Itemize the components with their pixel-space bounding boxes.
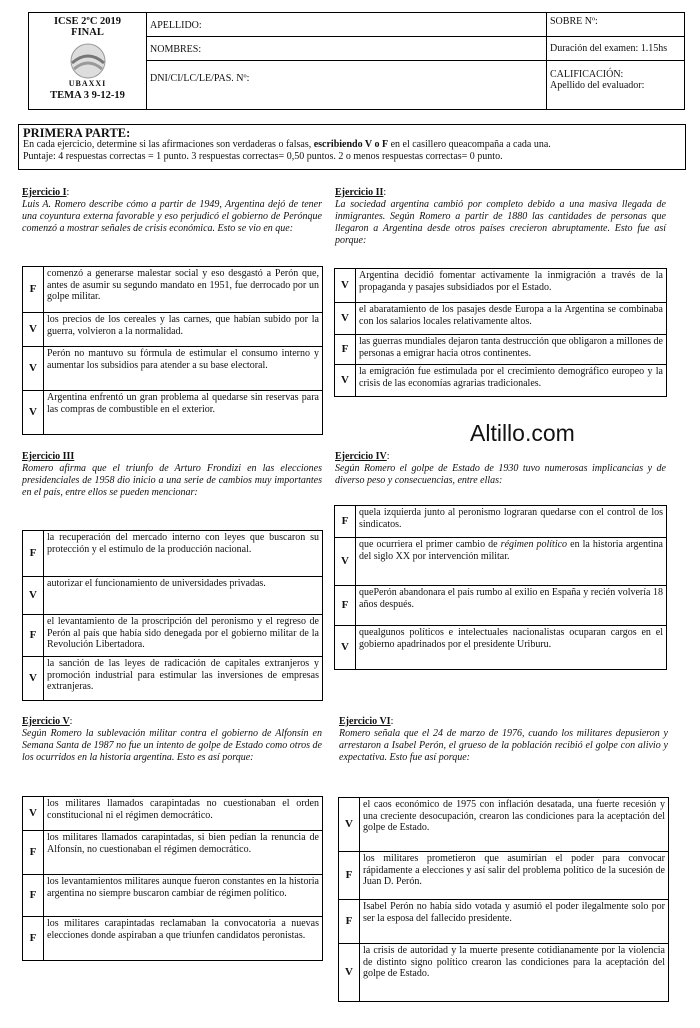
logo-text: UBAXXI (68, 79, 107, 88)
table-row: F los militares llamados carapintadas, si bien pedían la renuncia de Alfonsín, no cuestionaban el régimen democrático. (23, 831, 323, 875)
table-row: V el caos económico de 1975 con inflación desatada, una fuerte recesión y una creciente desocupación, crearon las condiciones para la aceptación del golpe de Estado. (339, 798, 669, 852)
table-row: V la emigración fue estimulada por el crecimiento demográfico europeo y la crisis de las economías agrarias tradicionales. (335, 365, 667, 397)
ubaxxi-logo-icon (58, 41, 118, 81)
table-row: V autorizar el funcionamiento de universidades privadas. (23, 577, 323, 615)
answer-cell[interactable]: F (335, 586, 356, 626)
answer-cell[interactable]: V (23, 657, 44, 701)
instructions-line-2: Puntaje: 4 respuestas correctas = 1 punto. 3 respuestas correctas= 0,50 puntos. 2 o menos respuestas correctas= 0 punto. (23, 151, 503, 162)
table-row: F quela izquierda junto al peronismo lograran quedarse con el control de los sindicatos. (335, 506, 667, 538)
exercise-2-statement: Ejercicio II: La sociedad argentina cambió por completo debido a una masiva llegada de inmigrantes. Según Romero a partir de 1880 las cantidades de personas que llegaron a Argentina desde otros países crecieron abruptamente. Esto fue así porque: (335, 187, 666, 246)
exam-label: FINAL (71, 27, 104, 38)
course-label: ICSE 2ºC 2019 (53, 16, 122, 27)
table-row: V la sanción de las leyes de radicación de capitales extranjeros y promoción industrial para estimular las inversiones de empresas extranjeras. (23, 657, 323, 701)
header-student-cell (146, 13, 547, 109)
answer-cell[interactable]: F (335, 335, 356, 365)
answer-cell[interactable]: V (23, 797, 44, 831)
table-row: V Argentina enfrentó un gran problema al quedarse sin reservas para las compras de combustible en el exterior. (23, 391, 323, 435)
instructions-box (18, 124, 686, 170)
answer-cell[interactable]: V (335, 303, 356, 335)
table-row: V que ocurriera el primer cambio de régimen político en la historia argentina del siglo XX por intervención militar. (335, 538, 667, 586)
answer-cell[interactable]: F (335, 506, 356, 538)
duracion-label: Duración del examen: 1.15hs (546, 37, 684, 61)
answer-cell[interactable]: V (339, 944, 360, 1002)
answer-cell[interactable]: V (335, 365, 356, 397)
exercise-4-statement: Ejercicio IV: Según Romero el golpe de Estado de 1930 tuvo numerosas implicancias y de diverso peso y consecuencias, entre ellas: (335, 451, 666, 486)
answer-cell[interactable]: V (23, 391, 44, 435)
table-row: V Argentina decidió fomentar activamente la inmigración a través de la propaganda y pasajes subsidiados por el Estado. (335, 269, 667, 303)
table-row: F las guerras mundiales dejaron tanta destrucción que obligaron a millones de personas a emigrar hacia otros continentes. (335, 335, 667, 365)
header-course-cell (29, 13, 147, 109)
table-row: F comenzó a generarse malestar social y eso desgastó a Perón que, antes de asumir su segundo mandato en 1951, fue derrocado por un golpe militar. (23, 267, 323, 313)
header-admin-cell (546, 13, 684, 109)
answer-cell[interactable]: F (23, 831, 44, 875)
exercise-6-table (338, 797, 669, 1002)
calificacion-label: CALIFICACIÓN: (550, 69, 624, 80)
answer-cell[interactable]: V (23, 347, 44, 391)
table-row: V quealgunos políticos e intelectuales nacionalistas ocuparan cargos en el gobierno apadrinados por el presidente Uriburu. (335, 626, 667, 670)
instructions-line-1: En cada ejercicio, determine si las afirmaciones son verdaderas o falsas, escribiendo V o F en el casillero queacompaña a cada una. (23, 139, 551, 150)
answer-cell[interactable]: F (339, 900, 360, 944)
exercise-3-statement: Ejercicio III Romero afirma que el triunfo de Arturo Frondizi en las elecciones presidenciales de 1958 dio inicio a una serie de cambios muy importantes en el país, entre ellos se pueden mencionar: (22, 451, 322, 498)
site-watermark: Altillo.com (470, 420, 575, 446)
exercise-5-statement: Ejercicio V: Según Romero la sublevación militar contra el gobierno de Alfonsín en Semana Santa de 1987 no fue un intento de golpe de Estado como otros de los ocurridos en la historia argentina. Esto es así porque: (22, 716, 322, 763)
table-row: V Perón no mantuvo su fórmula de estimular el consumo interno y aumentar los subsidios para atender a su base electoral. (23, 347, 323, 391)
answer-cell[interactable]: F (23, 875, 44, 917)
answer-cell[interactable]: V (335, 269, 356, 303)
table-row: F Isabel Perón no había sido votada y asumió el poder ilegalmente solo por ser la esposa del fallecido presidente. (339, 900, 669, 944)
table-row: V los precios de los cereales y las carnes, que habían subido por la guerra, volvieron a la normalidad. (23, 313, 323, 347)
exercise-1-table (22, 266, 323, 435)
answer-cell[interactable]: V (23, 577, 44, 615)
exercise-2-table (334, 268, 667, 397)
sobre-field[interactable]: SOBRE Nº: (546, 13, 684, 37)
table-row: F los militares prometieron que asumirían el poder para convocar rápidamente a elecciones y así salir del problema político de la sucesión de Juan D. Perón. (339, 852, 669, 900)
evaluador-label: Apellido del evaluador: (550, 80, 645, 91)
table-row: F el levantamiento de la proscripción del peronismo y el regreso de Perón al país que había sido denegada por el gobierno militar de la Revolución Libertadora. (23, 615, 323, 657)
exercise-4-table (334, 505, 667, 670)
section-title: PRIMERA PARTE: (23, 126, 131, 140)
dni-field[interactable]: DNI/CI/LC/LE/PAS. Nº: (150, 73, 250, 84)
table-row: F la recuperación del mercado interno con leyes que buscaron su protección y el estímulo de la producción nacional. (23, 531, 323, 577)
table-row: V los militares llamados carapintadas no cuestionaban el orden constitucional ni el régimen democrático. (23, 797, 323, 831)
table-row: V el abaratamiento de los pasajes desde Europa a la Argentina se combinaba con los salarios locales relativamente altos. (335, 303, 667, 335)
apellido-field[interactable]: APELLIDO: (146, 13, 546, 37)
table-row: F los militares carapintadas reclamaban la convocatoria a nuevas elecciones donde aspiraban a que triunfen candidatos peronistas. (23, 917, 323, 961)
answer-cell[interactable]: F (23, 531, 44, 577)
exercise-3-table (22, 530, 323, 701)
table-row: V la crisis de autoridad y la muerte presente cotidianamente por la violencia de distinto signo político crearon las condiciones para la aceptación del golpe de Estado. (339, 944, 669, 1002)
exercise-6-statement: Ejercicio VI: Romero señala que el 24 de marzo de 1976, cuando los militares depusieron y arrestaron a Isabel Perón, el grueso de la población recibió el golpe con alivio y expectativa. Esto fue así porque: (339, 716, 668, 763)
calificacion-cell[interactable] (546, 61, 684, 109)
exercise-5-table (22, 796, 323, 961)
answer-cell[interactable]: F (23, 267, 44, 313)
nombres-field[interactable]: NOMBRES: (146, 37, 546, 61)
table-row: F quePerón abandonara el país rumbo al exilio en España y recién volvería 18 años después. (335, 586, 667, 626)
tema-label: TEMA 3 9-12-19 (50, 90, 125, 101)
exercise-1-statement: Ejercicio I: Luis A. Romero describe cómo a partir de 1949, Argentina dejó de tener una coyuntura externa favorable y eso perjudicó el gobierno de Perónque comenzó a mostrar señales de crisis económica. Esto se vio en que: (22, 187, 322, 234)
answer-cell[interactable]: F (23, 917, 44, 961)
answer-cell[interactable]: F (339, 852, 360, 900)
answer-cell[interactable]: V (23, 313, 44, 347)
table-row: F los levantamientos militares aunque fueron constantes en la historia argentina no siempre buscaron cambiar de régimen político. (23, 875, 323, 917)
answer-cell[interactable]: F (23, 615, 44, 657)
exam-header (28, 12, 685, 110)
answer-cell[interactable]: V (335, 538, 356, 586)
answer-cell[interactable]: V (339, 798, 360, 852)
answer-cell[interactable]: V (335, 626, 356, 670)
